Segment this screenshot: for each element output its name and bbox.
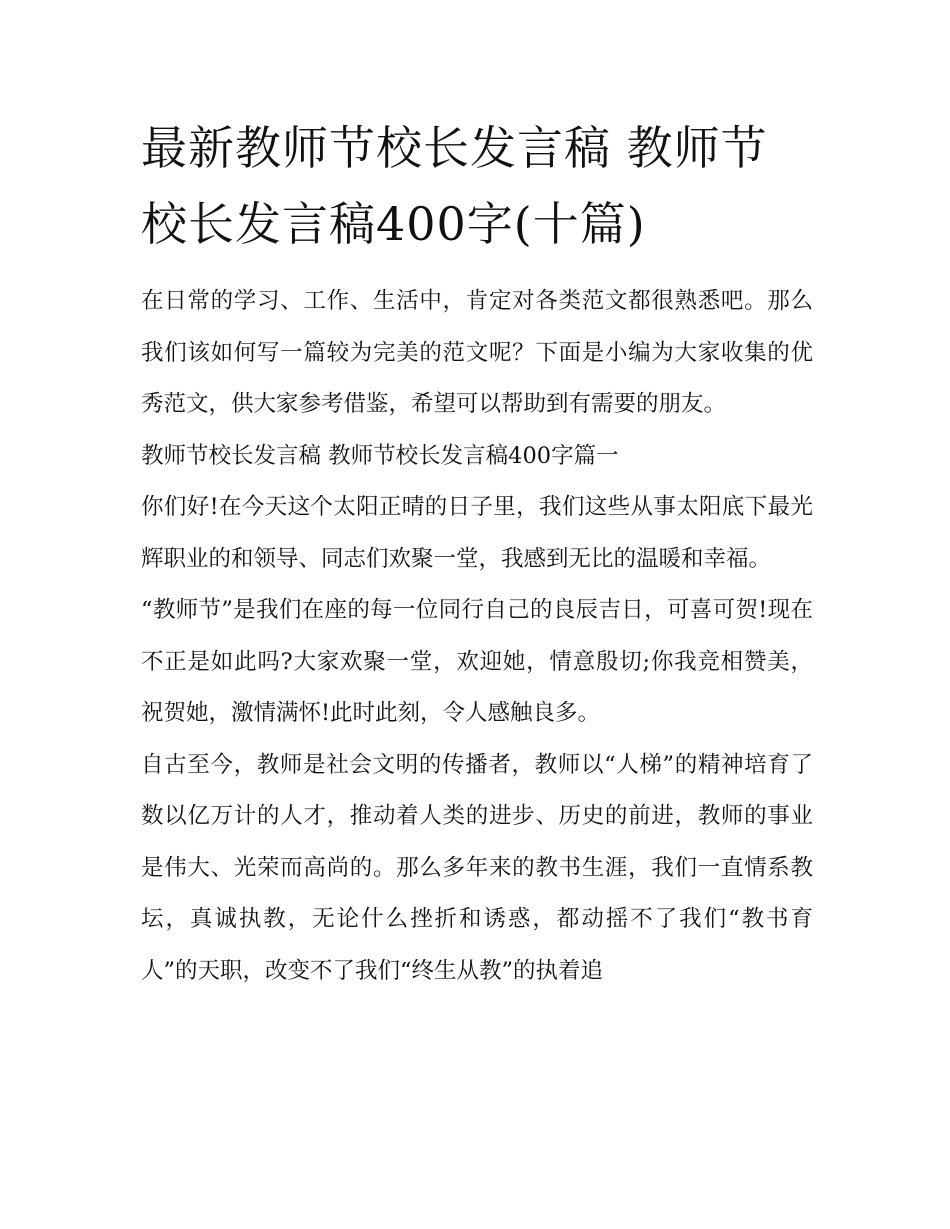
intro-paragraph: 在日常的学习、工作、生活中，肯定对各类范文都很熟悉吧。那么我们该如何写一篇较为完美的范文呢？下面是小编为大家收集的优秀范文，供大家参考借鉴，希望可以帮助到有需要的朋友。	[141, 288, 813, 417]
body-paragraph: 自古至今，教师是社会文明的传播者，教师以“人梯”的精神培育了数以亿万计的人才，推动着人类的进步、历史的前进，教师的事业是伟大、光荣而高尚的。那么多年来的教书生涯，我们一直情系教坛，真诚执教，无论什么挫折和诱惑，都动摇不了我们“教书育人”的天职，改变不了我们“终生从教”的执着追	[141, 751, 813, 984]
section-heading: 教师节校长发言稿 教师节校长发言稿400字篇一	[141, 442, 619, 469]
document-page	[141, 110, 813, 997]
document-title: 最新教师节校长发言稿 教师节校长发言稿400字(十篇)	[141, 121, 768, 251]
body-paragraph: “教师节”是我们在座的每一位同行自己的良辰吉日，可喜可贺!现在不正是如此吗?大家欢聚一堂，欢迎她，情意殷切;你我竞相赞美，祝贺她，激情满怀!此时此刻，令人感触良多。	[141, 597, 813, 726]
body-paragraph: 你们好!在今天这个太阳正晴的日子里，我们这些从事太阳底下最光辉职业的和领导、同志们欢聚一堂，我感到无比的温暖和幸福。	[141, 494, 813, 572]
document-body	[141, 276, 813, 997]
